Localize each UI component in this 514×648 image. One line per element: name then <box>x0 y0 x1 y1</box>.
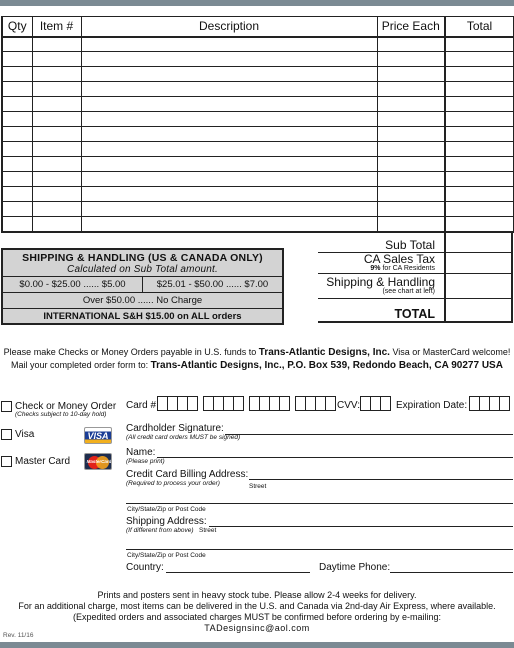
order-cell-price-each[interactable] <box>377 217 445 232</box>
order-cell-price-each[interactable] <box>377 202 445 217</box>
shipping-handling-note: (see chart at left) <box>382 288 435 295</box>
shipping-address-note <box>126 527 216 534</box>
card-number-boxes[interactable] <box>157 396 335 411</box>
shipping-address-label: Shipping Address: <box>126 516 207 527</box>
sales-tax-rate: 9% <box>370 265 381 272</box>
contact-email[interactable]: TADesignsinc@aol.com <box>204 623 310 633</box>
order-cell-qty[interactable] <box>2 142 32 157</box>
order-cell-item-number[interactable] <box>32 142 81 157</box>
order-cell-description[interactable] <box>81 37 377 52</box>
sales-tax-note <box>318 265 435 273</box>
mastercard-logo <box>84 453 112 470</box>
visa-logo-text: VISA <box>87 431 109 441</box>
subtotal-label: Sub Total <box>385 238 435 252</box>
order-cell-description[interactable] <box>81 172 377 187</box>
name-note: (Please print) <box>126 458 165 465</box>
shipping-rate-tier-1: $0.00 - $25.00 ...... $5.00 <box>3 277 143 292</box>
mail-prefix: Mail your completed order form to: <box>11 360 151 370</box>
grand-total-field[interactable] <box>444 299 513 321</box>
order-cell-description[interactable] <box>81 112 377 127</box>
order-cell-qty[interactable] <box>2 67 32 82</box>
order-cell-description[interactable] <box>81 142 377 157</box>
order-row <box>2 67 514 82</box>
order-cell-qty[interactable] <box>2 187 32 202</box>
shipping-rates-box <box>1 248 284 325</box>
shipping-street-hint-text: Street <box>198 527 217 534</box>
totals-block <box>318 231 513 323</box>
order-cell-total[interactable] <box>445 97 514 112</box>
shipping-street-hint <box>194 527 217 534</box>
header-total: Total <box>445 17 514 37</box>
order-cell-item-number[interactable] <box>32 127 81 142</box>
shipping-rate-tiers <box>3 276 282 292</box>
shipping-rates-title: SHIPPING & HANDLING (US & CANADA ONLY) <box>22 252 263 264</box>
visa-logo <box>84 427 112 444</box>
order-cell-description[interactable] <box>81 157 377 172</box>
delivery-line-3: (Expedited orders and associated charges MUST be confirmed before ordering by e-mailing: <box>72 612 442 622</box>
order-cell-total[interactable] <box>445 37 514 52</box>
revision-label: Rev. 11/16 <box>3 632 34 639</box>
order-row <box>2 82 514 97</box>
order-cell-price-each[interactable] <box>377 52 445 67</box>
top-border-bar <box>0 0 514 6</box>
order-cell-description[interactable] <box>81 127 377 142</box>
mastercard-logo-text: MasterCard <box>86 459 112 464</box>
order-cell-item-number[interactable] <box>32 217 81 232</box>
order-cell-item-number[interactable] <box>32 157 81 172</box>
order-row <box>2 37 514 52</box>
order-cell-total[interactable] <box>445 67 514 82</box>
order-table-header <box>2 17 514 37</box>
signature-label: Cardholder Signature: <box>126 423 224 434</box>
shipping-field-label <box>126 516 216 534</box>
card-digit-box[interactable] <box>325 396 336 411</box>
order-cell-item-number[interactable] <box>32 82 81 97</box>
payable-prefix: Please make Checks or Money Orders payable in U.S. funds to <box>3 347 259 357</box>
order-cell-description[interactable] <box>81 67 377 82</box>
order-cell-price-each[interactable] <box>377 187 445 202</box>
order-cell-qty[interactable] <box>2 112 32 127</box>
order-cell-description[interactable] <box>81 52 377 67</box>
billing-street-line[interactable] <box>249 479 513 480</box>
order-cell-price-each[interactable] <box>377 37 445 52</box>
order-cell-total[interactable] <box>445 202 514 217</box>
billing-city-line[interactable] <box>126 503 513 504</box>
shipping-rate-international: INTERNATIONAL S&H $15.00 on ALL orders <box>3 308 282 323</box>
order-row <box>2 157 514 172</box>
subtotal-row <box>318 231 513 253</box>
order-cell-qty[interactable] <box>2 52 32 67</box>
mail-address: Trans-Atlantic Designs, Inc., P.O. Box 539, Redondo Beach, CA 90277 USA <box>150 360 503 371</box>
name-field-label <box>126 447 165 465</box>
shipping-address-note-text: (If different from above) <box>126 527 194 534</box>
delivery-notes <box>0 590 514 634</box>
order-cell-price-each[interactable] <box>377 97 445 112</box>
shipping-city-hint: City/State/Zip or Post Code <box>127 552 206 559</box>
order-cell-qty[interactable] <box>2 217 32 232</box>
order-cell-item-number[interactable] <box>32 112 81 127</box>
order-row <box>2 97 514 112</box>
order-cell-item-number[interactable] <box>32 202 81 217</box>
order-cell-item-number[interactable] <box>32 187 81 202</box>
order-cell-description[interactable] <box>81 217 377 232</box>
header-item-number: Item # <box>32 17 81 37</box>
signature-field-label <box>126 423 240 441</box>
order-cell-total[interactable] <box>445 52 514 67</box>
sales-tax-field[interactable] <box>444 253 513 273</box>
order-cell-qty[interactable] <box>2 97 32 112</box>
order-cell-total[interactable] <box>445 172 514 187</box>
sales-tax-label: CA Sales Tax <box>363 252 435 266</box>
order-cell-total[interactable] <box>445 157 514 172</box>
shipping-city-line[interactable] <box>126 549 513 550</box>
shipping-handling-field[interactable] <box>444 274 513 298</box>
card-number-label: Card # <box>126 400 157 411</box>
order-row <box>2 112 514 127</box>
billing-city-hint: City/State/Zip or Post Code <box>127 506 206 513</box>
grand-total-row <box>318 299 513 323</box>
order-cell-price-each[interactable] <box>377 67 445 82</box>
name-label: Name: <box>126 447 156 458</box>
signature-note: (All credit card orders MUST be signed) <box>126 434 241 441</box>
order-cell-qty[interactable] <box>2 172 32 187</box>
phone-label: Daytime Phone: <box>319 562 391 573</box>
visa-option[interactable] <box>1 429 34 440</box>
billing-label: Credit Card Billing Address: <box>126 469 249 480</box>
grand-total-label: TOTAL <box>394 307 435 321</box>
order-cell-description[interactable] <box>81 202 377 217</box>
expiration-label: Expiration Date: <box>396 400 468 411</box>
billing-note: (Required to process your order) <box>126 480 220 487</box>
check-money-order-checkbox[interactable] <box>1 401 12 412</box>
billing-field-label <box>126 469 248 487</box>
mastercard-checkbox[interactable] <box>1 456 12 467</box>
order-cell-item-number[interactable] <box>32 172 81 187</box>
order-cell-total[interactable] <box>445 217 514 232</box>
subtotal-field[interactable] <box>444 231 513 252</box>
order-cell-item-number[interactable] <box>32 37 81 52</box>
header-qty: Qty <box>2 17 32 37</box>
payable-suffix: Visa or MasterCard welcome! <box>389 347 511 357</box>
header-description: Description <box>81 17 377 37</box>
order-cell-price-each[interactable] <box>377 142 445 157</box>
check-money-order-label: Check or Money Order <box>15 401 117 412</box>
shipping-street-line[interactable] <box>209 526 513 527</box>
shipping-handling-row <box>318 274 513 299</box>
order-table <box>1 16 514 233</box>
order-row <box>2 217 514 232</box>
order-cell-qty[interactable] <box>2 127 32 142</box>
cvv-label: CVV: <box>337 400 360 411</box>
order-cell-total[interactable] <box>445 127 514 142</box>
delivery-line-1: Prints and posters sent in heavy stock tube. Please allow 2-4 weeks for delivery. <box>97 590 417 600</box>
order-cell-qty[interactable] <box>2 202 32 217</box>
shipping-rates-header <box>3 250 282 276</box>
order-cell-price-each[interactable] <box>377 157 445 172</box>
order-cell-total[interactable] <box>445 112 514 127</box>
order-row <box>2 202 514 217</box>
order-cell-price-each[interactable] <box>377 127 445 142</box>
order-cell-description[interactable] <box>81 97 377 112</box>
mastercard-label: Master Card <box>15 456 71 467</box>
order-cell-price-each[interactable] <box>377 172 445 187</box>
order-cell-price-each[interactable] <box>377 112 445 127</box>
payable-company: Trans-Atlantic Designs, Inc. <box>258 347 390 358</box>
order-row <box>2 142 514 157</box>
mastercard-option[interactable] <box>1 456 70 467</box>
order-row <box>2 127 514 142</box>
bottom-border-bar <box>0 642 514 648</box>
shipping-rates-subtitle: Calculated on Sub Total amount. <box>67 264 218 275</box>
order-cell-item-number[interactable] <box>32 52 81 67</box>
order-cell-item-number[interactable] <box>32 97 81 112</box>
shipping-rate-tier-2: $25.01 - $50.00 ...... $7.00 <box>156 279 269 290</box>
order-row <box>2 52 514 67</box>
order-cell-total[interactable] <box>445 187 514 202</box>
payment-instructions <box>0 346 514 372</box>
order-cell-total[interactable] <box>445 82 514 97</box>
order-cell-item-number[interactable] <box>32 67 81 82</box>
order-cell-price-each[interactable] <box>377 82 445 97</box>
shipping-rate-free: Over $50.00 ...... No Charge <box>3 292 282 308</box>
visa-checkbox[interactable] <box>1 429 12 440</box>
delivery-line-2: For an additional charge, most items can be delivered in the U.S. and Canada via 2nd-day Air Express, where available. <box>18 601 496 611</box>
phone-line[interactable] <box>390 572 513 573</box>
order-cell-qty[interactable] <box>2 157 32 172</box>
cvv-boxes[interactable] <box>360 396 390 411</box>
order-cell-description[interactable] <box>81 82 377 97</box>
check-hold-note: (Checks subject to 10-day hold) <box>15 411 107 418</box>
sales-tax-row <box>318 253 513 274</box>
header-price-each: Price Each <box>377 17 445 37</box>
name-line[interactable] <box>157 457 513 458</box>
mail-line <box>0 359 514 372</box>
order-row <box>2 187 514 202</box>
sales-tax-note-text: for CA Residents <box>380 265 435 272</box>
order-row <box>2 172 514 187</box>
payable-line <box>0 346 514 359</box>
check-money-order-option[interactable] <box>1 401 116 418</box>
shipping-handling-label: Shipping & Handling <box>326 275 435 289</box>
order-cell-qty[interactable] <box>2 37 32 52</box>
expiration-boxes[interactable] <box>469 396 509 411</box>
country-label: Country: <box>126 562 164 573</box>
order-cell-description[interactable] <box>81 187 377 202</box>
signature-line[interactable] <box>225 434 513 435</box>
country-line[interactable] <box>166 572 310 573</box>
order-cell-total[interactable] <box>445 142 514 157</box>
order-cell-qty[interactable] <box>2 82 32 97</box>
visa-label: Visa <box>15 429 35 440</box>
billing-street-hint: Street <box>249 483 267 490</box>
